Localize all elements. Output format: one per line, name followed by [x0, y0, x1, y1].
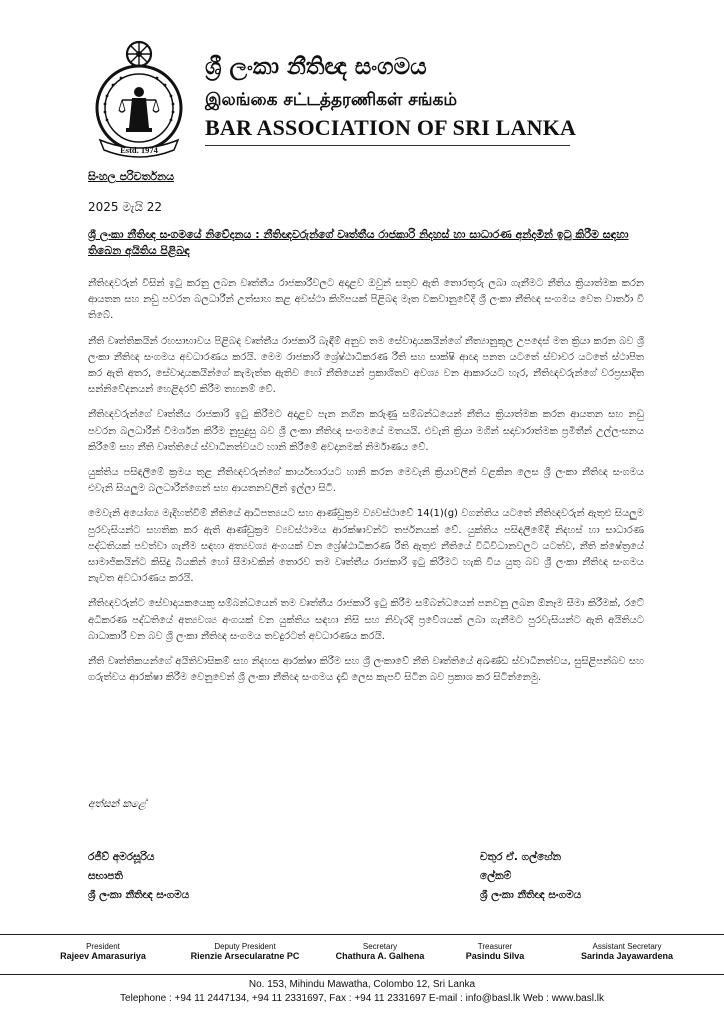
association-seal-icon — [86, 38, 192, 162]
signatory-name: චතුර ඒ. ගල්හේන — [480, 851, 562, 863]
officer-role: Secretary — [362, 942, 398, 951]
officer-deputy-president — [170, 942, 320, 961]
paragraph: නීති වෘත්තිකයන්ගේ අයිතිවාසිකම් සහ නිදහස ආරක්ෂා කිරීම සහ ශ්‍රී ලංකාවේ නීති වෘත්තියේ අඛණ්ඩ ස්වාධීනත්වය, සුසිළිපන්බව සහ ගරුත්වය ආරක්ෂා කිරීම වෙනුවෙන් ශ්‍රී ලංකා නීතිඥ සංගමය දැඩි ලෙස කැපවී සිටින බව ප්‍රකාශ කර සිටින්නෙමු. — [88, 656, 644, 684]
officer-president — [28, 942, 178, 961]
closing-line: අත්සන් කළේ — [88, 798, 147, 810]
paragraph: නීති වෘත්තිකයින් රහසාභාවය පිළිබඳ වෘත්තීය රාජකාරි බැඳීම් අනුව තම සේවාදායකයින්ගේ නීත්‍යානුකූල උපදෙස් මත ක්‍රියා කරන බව ශ්‍රී ලංකා නීතිඥ සංගමය අවධාරණය කරයි. මෙම රාජකාරි ශ්‍රේෂ්ඨාධිකරණ රීති සහ සාක්ෂි ආඥා පනත යටතේ ස්වාවර යටතේ ස්ථාපිත කර ඇති අතර, සේවාදායකයින්ගේ කැමැත්ත ඇතිව හෝ නීතියෙන් ප්‍රකාශිතව අවශ්‍ය වන ආකාරයට හැර, නීතිඥවරුන්ගේ වරප්‍රසාදිත සන්නිවේදනයන් හෙළිදරව් කිරීම තහනම් වේ. — [88, 335, 644, 396]
org-name-sinhala: ශ්‍රී ලංකා නීතිඥ සංගමය — [205, 54, 427, 80]
signature-block-left — [88, 848, 189, 905]
letter-subject: ශ්‍රී ලංකා නීතිඥ සංගමයේ නිවේදනය : නීතිඥවරුන්ගේ වෘත්තීය රාජකාරි නිදහස් හා සාධාරණ අන්දමින් ඉටු කිරීම සඳහා තිබෙන අයිතිය පිළිබඳ — [88, 228, 629, 257]
paragraph: නීතිඥවරුන්ගේ වෘත්තීය රාජකාරි ඉටු කිරීමට අදාළව පැන නගින කරුණු සම්බන්ධයෙන් නීතිය ක්‍රියාත්මක කරන ආයතන සහ නඩු පවරන බලධාරීන් විමර්ශන කිරීම නුසුදුසු බව ශ්‍රී ලංකා නීතිඥ සංගමයේ මතයයි. එවැනි ක්‍රියා මගින් සදාචාරාත්මක ප්‍රමිතීන් උල්ලංඝනය කිරීමේ සහ නීති වෘත්තියේ ස්වාධීනත්වයට හානි කිරීමේ අවදානමක් නිර්මාණය වේ. — [88, 409, 644, 453]
officer-name: Rajeev Amarasuriya — [60, 951, 146, 961]
signatory-org: ශ්‍රී ලංකා නීතිඥ සංගමය — [480, 889, 582, 901]
footer-contact: Telephone : +94 11 2447134, +94 11 2331697, Fax : +94 11 2331697 E-mail : info@basl.lk Web : www.basl.lk — [120, 993, 604, 1004]
signatory-title: සභාපති — [88, 870, 123, 882]
footer-divider-bottom — [0, 974, 724, 975]
signatory-org: ශ්‍රී ලංකා නීතිඥ සංගමය — [88, 889, 190, 901]
seal-estd-text: Estd. 1974 — [120, 145, 158, 155]
officer-name: Sarinda Jayawardena — [580, 951, 674, 961]
officer-treasurer — [420, 942, 570, 961]
officer-role: President — [86, 942, 120, 951]
officer-role: Treasurer — [477, 942, 513, 951]
officer-name: Rienzie Arsecularatne PC — [190, 951, 300, 961]
org-name-tamil: இலங்கை சட்டத்தரணிகள் சங்கம் — [205, 90, 458, 110]
officer-name: Pasindu Silva — [465, 951, 525, 961]
paragraph: මෙවැනි අයෝග්‍ය මැදිහත්වීම් නීතියේ ආධිපත්‍යයට සහ ආණ්ඩුක්‍රම ව්‍යවස්ථාවේ 14(1)(g) වගන්තිය යටතේ නීතිඥවරුන් ඇතුළු සියලුම පුරවැසියන්ට සහතික කර ඇති ආණ්ඩුක්‍රම ව්‍යවස්ථාමය ආරක්ෂාවන්ට තර්ජනයක් වේ. යුක්තිය පසිඳලීමේදී නිදහස් හා සාධාරණ පද්ධතියක් පවත්වා ගැනීම සඳහා අත්‍යවශ්‍ය අංගයක් වන ශ්‍රේෂ්ඨාධිකරණ රීති ඇතුළු නීතියේ විධිවිධානවලට යටත්ව, නීති ක්ෂේත්‍රයේ සාමාජිකයින්ට කිසිදු බියකින් හෝ සීමාවකින් තොරව තම වෘත්තීය රාජකාරි ඉටු කිරීමට හැකි විය යුතු බව ශ්‍රී ලංකා නීතිඥ සංගමය නැවත අවධාරණය කරයි. — [88, 508, 644, 585]
org-name-english: BAR ASSOCIATION OF SRI LANKA — [205, 115, 577, 140]
office-bearers — [0, 942, 724, 972]
footer-address: No. 153, Mihindu Mawatha, Colombo 12, Sri Lanka — [248, 979, 476, 990]
paragraph: නීතිඥවරුන්ට සේවාදායකයෙකු සම්බන්ධයෙන් තම වෘත්තීය රාජකාරි ඉටු කිරීම සම්බන්ධයෙන් පනවනු ලබන ඕනෑම සීමා කිරීමක්, රටේ අධිකරණ පද්ධතියේ අත්‍යවශ්‍ය අංගයක් වන යුක්තිය සඳහා නිසි සහ නිවැරදි ප්‍රවේශයක් ලබා ගැනීමට පුරවැසියන්ට ඇති අයිතියට බාධාකාරී වන බව ශ්‍රී ලංකා නීතිඥ සංගමය තවදුරටත් අවධාරණය කරයි. — [88, 598, 644, 642]
paragraph: නීතිඥවරුන් විසින් ඉටු කරනු ලබන වෘත්තීය රාජකාරීවලට අදාළව ඔවුන් සතුව ඇති තොරතුරු ලබා ගැනීමට නීතිය ක්‍රියාත්මක කරන ආයතන සහ නඩු පවරන බලධාරීන් උත්සාහ කළ අවස්ථා කිහිපයක් පිළිබඳ මෑත වකවානුවේදී ශ්‍රී ලංකා නීතිඥ සංගමය වෙත වාර්තා වී තිබේ. — [88, 278, 644, 322]
header-divider — [205, 145, 570, 146]
officer-role: Deputy President — [214, 942, 276, 951]
signatory-title: ලේකම් — [480, 870, 512, 882]
paragraph: යුක්තිය පසිඳලීමේ ක්‍රමය තුළ නීතිඥවරුන්ගේ කාර්යභාරයට හානි කරන මෙවැනි ක්‍රියාවලින් වළකින ලෙස ශ්‍රී ලංකා නීතිඥ සංගමය එවැනි සියලුම බලධාරීන්ගෙන් සහ ආයතනවලින් ඉල්ලා සිටී. — [88, 467, 644, 495]
footer-divider-top — [0, 934, 724, 935]
letter-date: 2025 මැයි 22 — [88, 200, 163, 214]
officer-role: Assistant Secretary — [592, 942, 662, 951]
officer-assistant-secretary — [552, 942, 702, 961]
signatory-name: රජීව් අමරසූරිය — [88, 851, 155, 863]
translation-label: සිංහල පරිවර්තනය — [88, 170, 174, 183]
letter-body — [88, 276, 644, 695]
officer-name: Chathura A. Galhena — [335, 951, 425, 961]
signature-block-right — [480, 848, 581, 905]
